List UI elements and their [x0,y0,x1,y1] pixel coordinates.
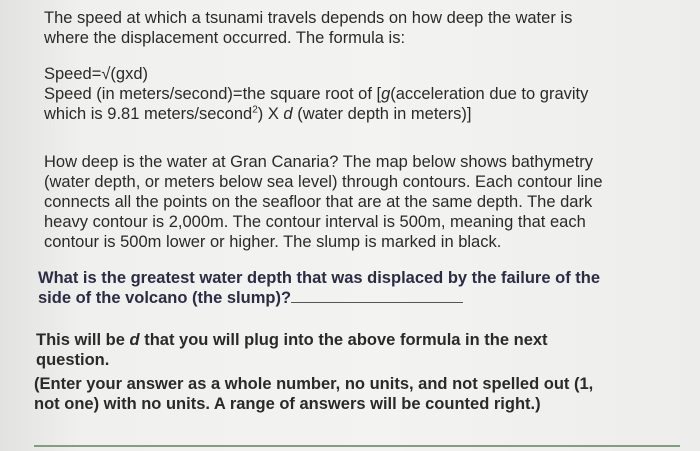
formula-line-1: Speed=√(gxd) [44,65,148,83]
answer-blank [291,290,463,303]
note-line-2: question. [36,351,110,369]
bottom-divider [34,445,680,447]
instructions-paragraph [34,374,682,414]
context-line-4: heavy contour is 2,000m. The contour interval is 500m, meaning that each [44,213,586,231]
formula-line-2: Speed (in meters/second)=the square root of [g(acceleration due to gravity [44,85,589,103]
formula-line-3-a: which is 9.81 meters/second [44,105,253,123]
intro-line-2: where the displacement occurred. The formula is: [44,29,406,47]
intro-line-1: The speed at which a tsunami travels depends on how deep the water is [44,9,573,27]
formula-superscript: 2 [252,104,258,116]
question-line-2-wrap [38,288,682,308]
context-line-2: (water depth, or meters below sea level) through contours. Each contour line [44,173,603,191]
note-paragraph [36,330,682,370]
context-line-1: How deep is the water at Gran Canaria? The map below shows bathymetry [44,153,594,171]
context-paragraph [44,152,682,252]
question-paragraph [38,268,682,308]
instructions-line-1: (Enter your answer as a whole number, no units, and not spelled out (1, [34,375,594,393]
question-line-1: What is the greatest water depth that was displaced by the failure of the [38,269,601,287]
instructions-line-2: not one) with no units. A range of answers will be counted right.) [34,395,541,413]
context-line-5: contour is 500m lower or higher. The slump is marked in black. [44,233,502,251]
question-line-2: side of the volcano (the slump)? [38,289,292,307]
formula-line-3-b: ) X d (water depth in meters)] [257,105,472,123]
note-line-1: This will be d that you will plug into the above formula in the next [36,331,548,349]
formula-paragraph [44,64,682,124]
context-line-3: connects all the points on the seafloor that are at the same depth. The dark [44,193,593,211]
formula-line-3 [44,104,682,124]
intro-paragraph [44,8,682,48]
